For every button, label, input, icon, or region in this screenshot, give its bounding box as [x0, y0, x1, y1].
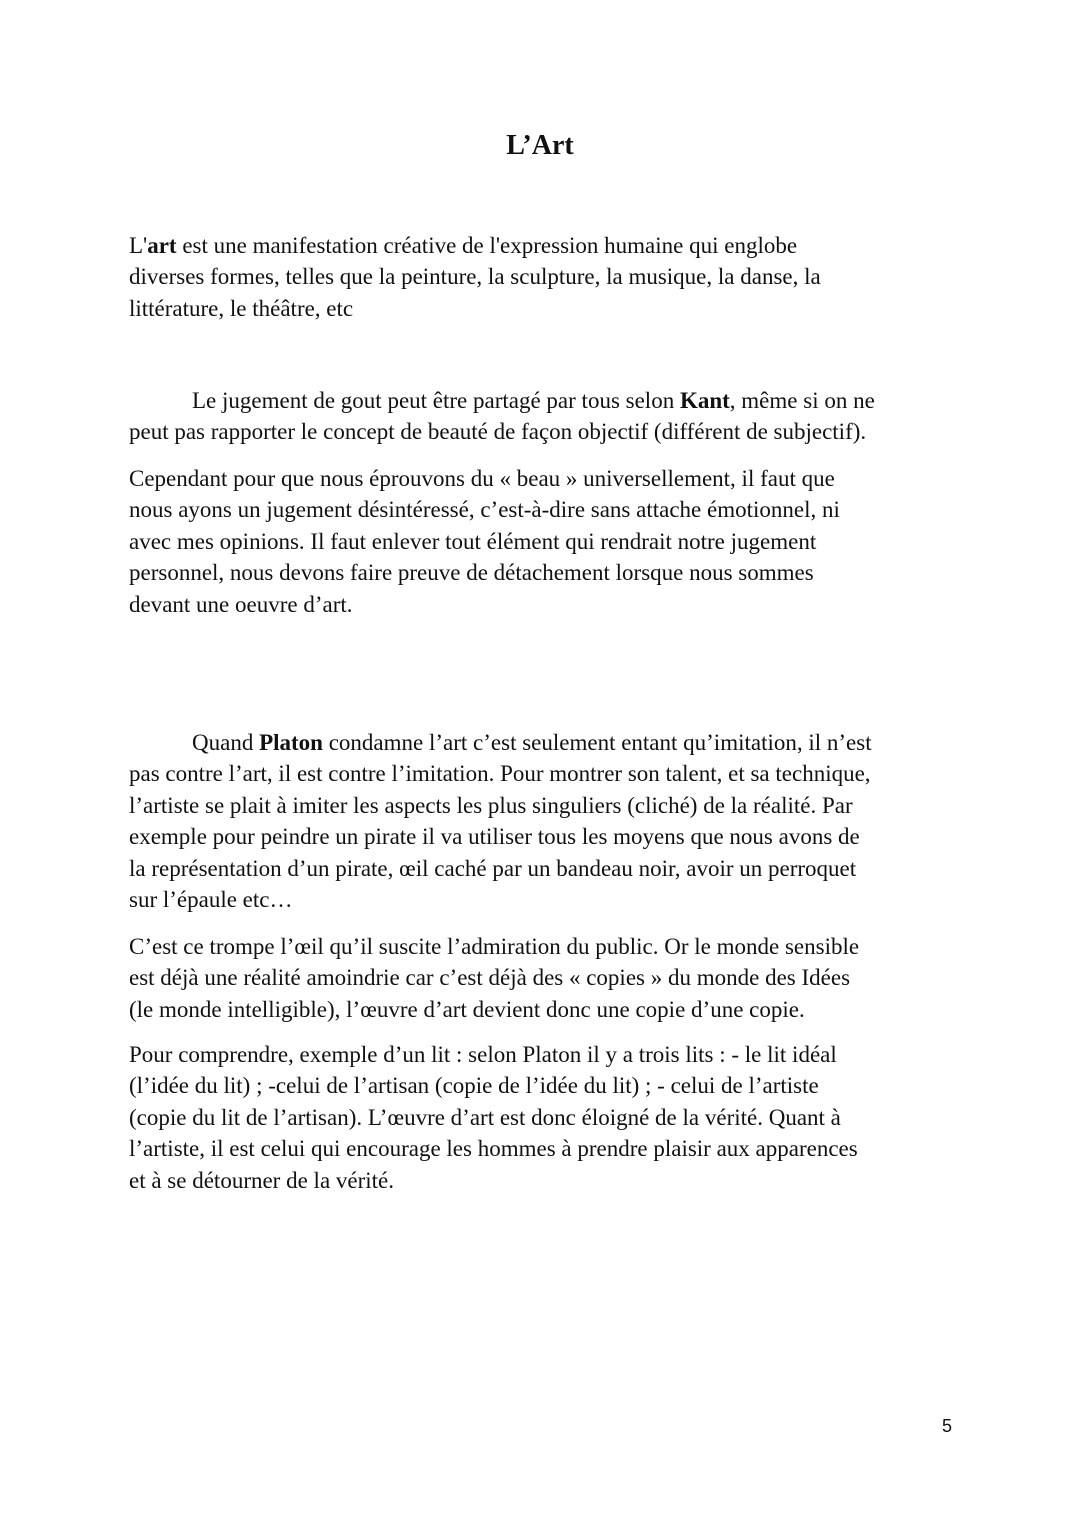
text-line: devant une oeuvre d’art.	[129, 591, 353, 617]
text-line: est déjà une réalité amoindrie car c’est déjà des « copies » du monde des Idées	[129, 965, 851, 991]
text-line: pas contre l’art, il est contre l’imitation. Pour montrer son talent, et sa technique,	[129, 761, 871, 787]
text-line: et à se détourner de la vérité.	[129, 1167, 395, 1193]
paragraph-disinterested-judgement	[129, 463, 959, 620]
text-line: Cependant pour que nous éprouvons du « beau » universellement, il faut que	[129, 466, 835, 491]
text-line: l’artiste, il est celui qui encourage les hommes à prendre plaisir aux apparences	[129, 1136, 858, 1162]
text-line: personnel, nous devons faire preuve de détachement lorsque nous sommes	[129, 560, 814, 586]
text-line: exemple pour peindre un pirate il va utiliser tous les moyens que nous avons de	[129, 824, 860, 850]
text-line: L'art est une manifestation créative de l'expression humaine qui englobe	[129, 233, 798, 258]
paragraph-platon	[129, 727, 959, 915]
text-line: Quand Platon condamne l’art c’est seulement entant qu’imitation, il n’est	[192, 730, 872, 755]
text-line: peut pas rapporter le concept de beauté de façon objectif (différent de subjectif).	[129, 419, 867, 445]
bold-term: art	[147, 233, 177, 258]
text-line: diverses formes, telles que la peinture, la sculpture, la musique, la danse, la	[129, 264, 821, 290]
paragraph-lit-example	[129, 1039, 959, 1196]
page-number: 5	[941, 1416, 952, 1436]
text-line: (copie du lit de l’artisan). L’œuvre d’art est donc éloigné de la vérité. Quant à	[129, 1104, 841, 1130]
paragraph-definition	[129, 230, 959, 324]
page-title: L’Art	[506, 130, 574, 161]
text-line: Le jugement de gout peut être partagé par tous selon Kant, même si on ne	[192, 388, 875, 413]
text-line: C’est ce trompe l’œil qu’il suscite l’admiration du public. Or le monde sensible	[129, 934, 860, 959]
text-line: sur l’épaule etc…	[129, 887, 293, 913]
text-line: littérature, le théâtre, etc	[129, 295, 354, 321]
bold-term: Kant	[679, 388, 730, 413]
bold-term: Platon	[259, 730, 323, 755]
text-line: l’artiste se plait à imiter les aspects les plus singuliers (cliché) de la réalité. Par	[129, 792, 853, 818]
text-line: la représentation d’un pirate, œil caché par un bandeau noir, avoir un perroquet	[129, 855, 857, 881]
text-line: (l’idée du lit) ; -celui de l’artisan (copie de l’idée du lit) ; - celui de l’artiste	[129, 1073, 819, 1099]
paragraph-trompe-loeil	[129, 931, 959, 1025]
text-line: avec mes opinions. Il faut enlever tout élément qui rendrait notre jugement	[129, 528, 817, 554]
text-line: (le monde intelligible), l’œuvre d’art devient donc une copie d’une copie.	[129, 996, 805, 1022]
text-line: nous ayons un jugement désintéressé, c’est-à-dire sans attache émotionnel, ni	[129, 497, 840, 523]
paragraph-kant	[129, 385, 959, 448]
text-line: Pour comprendre, exemple d’un lit : selon Platon il y a trois lits : - le lit idéal	[129, 1042, 837, 1067]
